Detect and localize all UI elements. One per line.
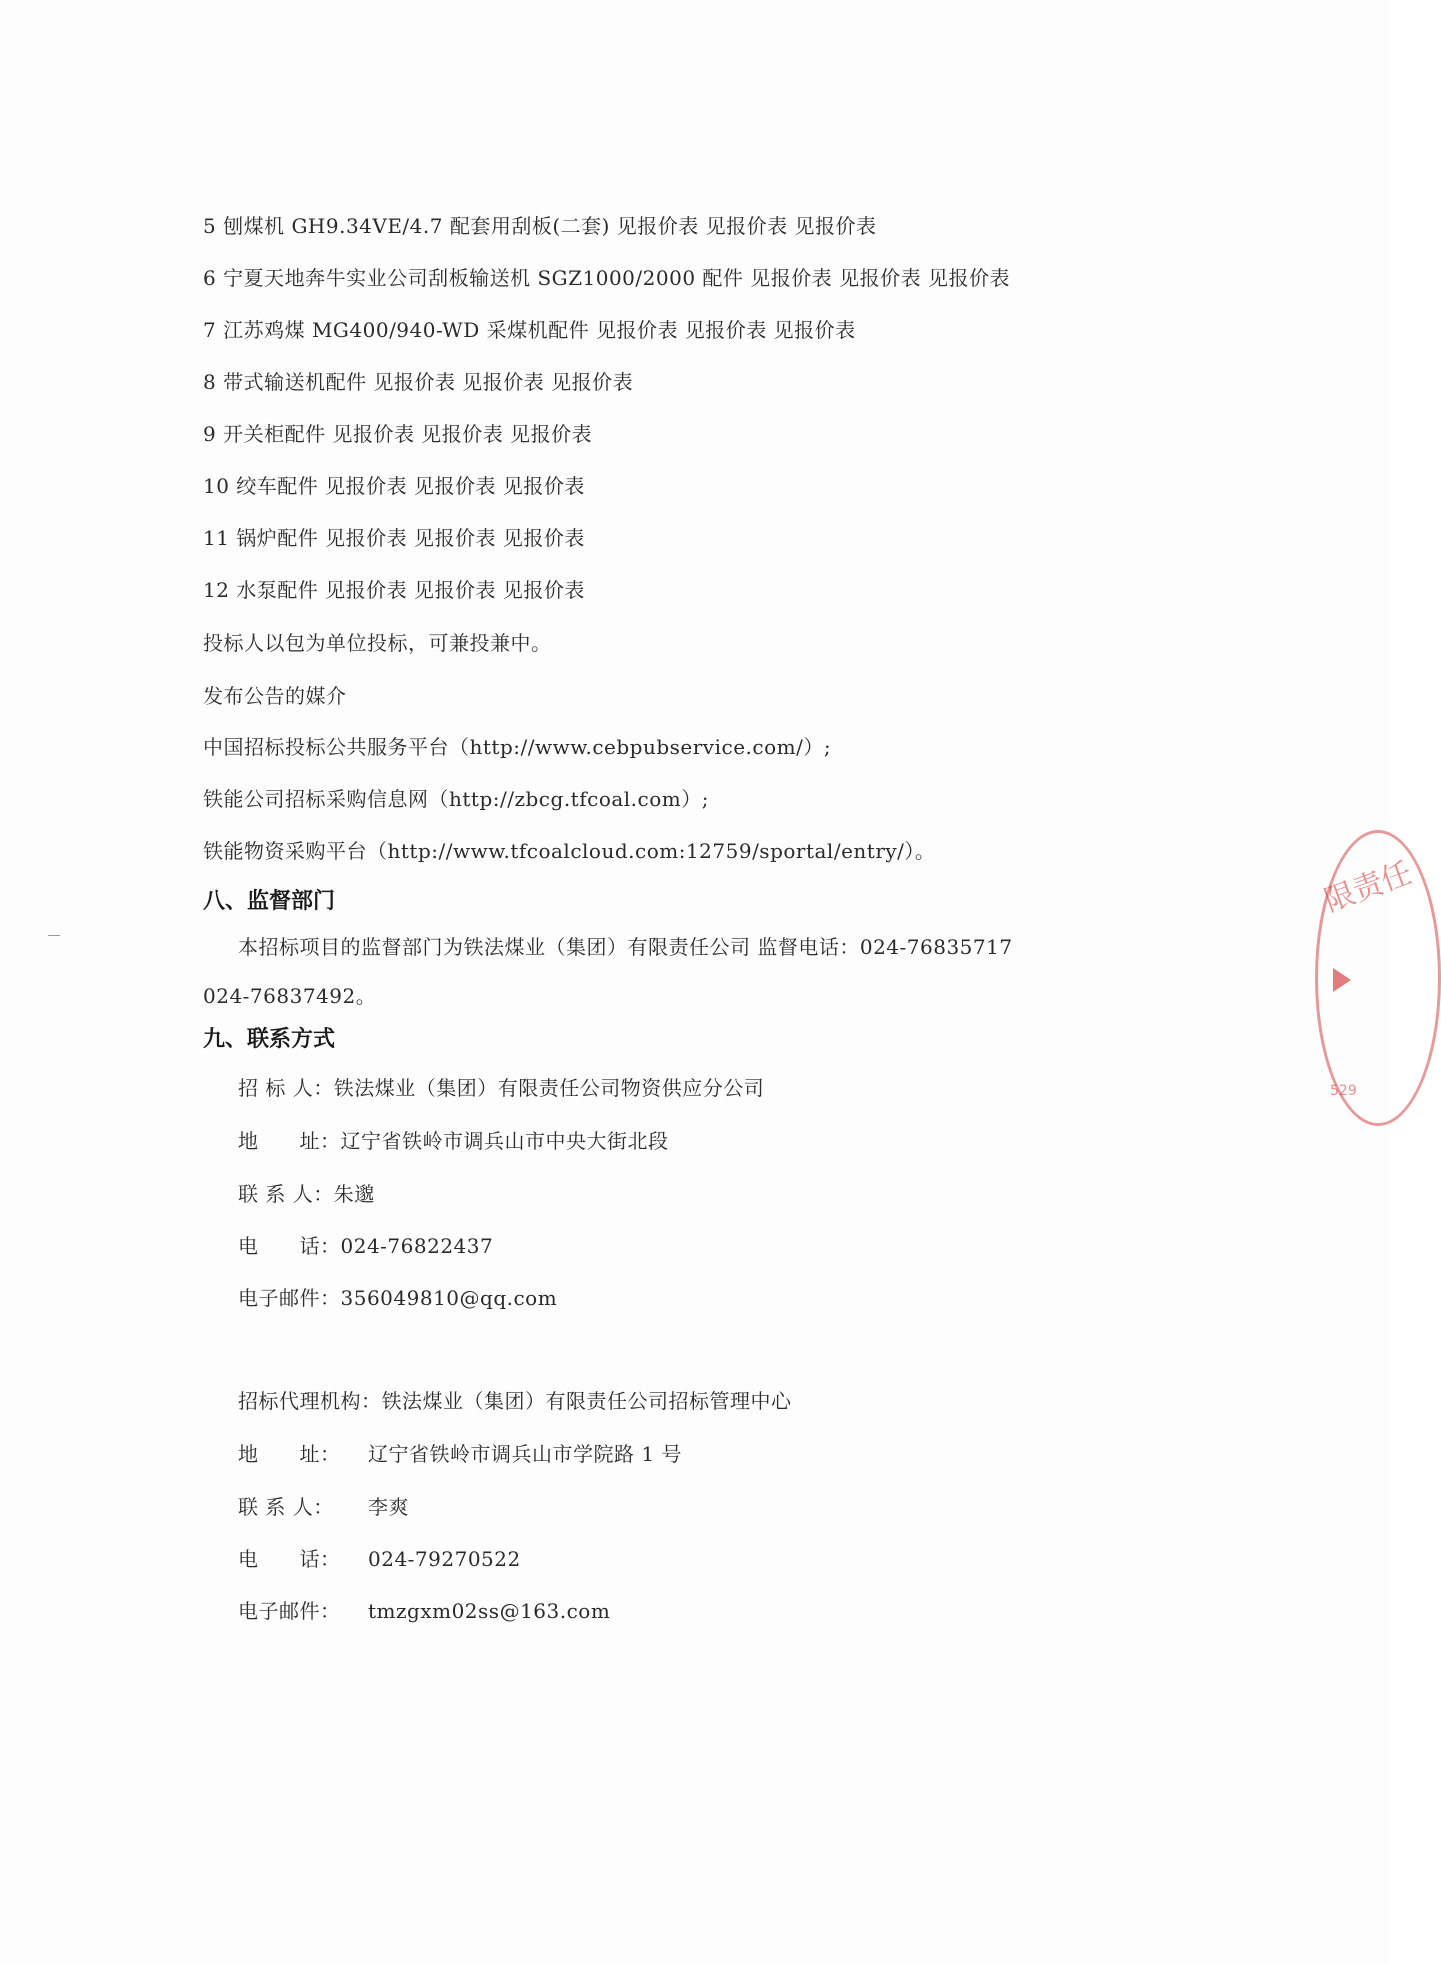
agency-row bbox=[238, 1598, 610, 1624]
field-label: 招标代理机构： bbox=[238, 1389, 382, 1413]
item-line: 7 江苏鸡煤 MG400/940-WD 采煤机配件 见报价表 见报价表 见报价表 bbox=[203, 318, 856, 342]
field-value: 辽宁省铁岭市调兵山市学院路 1 号 bbox=[368, 1442, 682, 1466]
media-line: 铁能物资采购平台（http://www.tfcoalcloud.com:12759/sportal/entry/）。 bbox=[203, 839, 936, 863]
field-value: 024-79270522 bbox=[368, 1547, 521, 1571]
supervision-text-cont: 024-76837492。 bbox=[203, 984, 377, 1008]
field-label: 地 址： bbox=[238, 1442, 341, 1466]
media-line: 铁能公司招标采购信息网（http://zbcg.tfcoal.com）; bbox=[203, 787, 709, 811]
tenderer-row bbox=[238, 1075, 764, 1101]
field-value: tmzgxm02ss@163.com bbox=[368, 1599, 611, 1623]
item-line: 12 水泵配件 见报价表 见报价表 见报价表 bbox=[203, 578, 585, 602]
field-label: 电子邮件： bbox=[238, 1286, 341, 1310]
item-line: 5 刨煤机 GH9.34VE/4.7 配套用刮板(二套) 见报价表 见报价表 见报价表 bbox=[203, 214, 877, 238]
scan-artifact bbox=[48, 935, 60, 936]
item-line: 10 绞车配件 见报价表 见报价表 见报价表 bbox=[203, 474, 585, 498]
item-line: 8 带式输送机配件 见报价表 见报价表 见报价表 bbox=[203, 370, 634, 394]
agency-row bbox=[238, 1441, 682, 1467]
field-value: 辽宁省铁岭市调兵山市中央大街北段 bbox=[340, 1129, 669, 1153]
field-value: 李爽 bbox=[368, 1495, 409, 1519]
contact-heading: 九、联系方式 bbox=[203, 1027, 336, 1052]
supervision-text: 本招标项目的监督部门为铁法煤业（集团）有限责任公司 监督电话：024-76835717 bbox=[238, 935, 1013, 959]
media-line: 中国招标投标公共服务平台（http://www.cebpubservice.com/）; bbox=[203, 735, 832, 759]
field-value: 356049810@qq.com bbox=[340, 1286, 558, 1310]
field-label: 电 话： bbox=[238, 1234, 341, 1258]
field-value: 朱邈 bbox=[333, 1182, 375, 1206]
agency-row bbox=[238, 1388, 792, 1414]
field-value: 铁法煤业（集团）有限责任公司招标管理中心 bbox=[381, 1389, 792, 1413]
field-label: 联 系 人： bbox=[238, 1182, 334, 1206]
agency-row bbox=[238, 1494, 409, 1520]
field-label: 联 系 人： bbox=[238, 1495, 334, 1519]
item-line: 6 宁夏天地奔牛实业公司刮板输送机 SGZ1000/2000 配件 见报价表 见报价表 见报价表 bbox=[203, 266, 1010, 290]
field-label: 地 址： bbox=[238, 1129, 341, 1153]
tenderer-row bbox=[238, 1128, 669, 1154]
seal-number: 529 bbox=[1330, 1083, 1357, 1099]
tenderer-row bbox=[238, 1233, 493, 1259]
field-value: 铁法煤业（集团）有限责任公司物资供应分公司 bbox=[333, 1076, 765, 1100]
tenderer-row bbox=[238, 1285, 557, 1311]
field-label: 电子邮件： bbox=[238, 1599, 341, 1623]
agency-row bbox=[238, 1546, 521, 1572]
supervision-heading: 八、监督部门 bbox=[203, 889, 336, 914]
bid-note: 投标人以包为单位投标，可兼投兼中。 bbox=[203, 631, 552, 655]
tenderer-row bbox=[238, 1181, 375, 1207]
media-heading: 发布公告的媒介 bbox=[203, 684, 347, 708]
field-value: 024-76822437 bbox=[340, 1234, 494, 1258]
seal-star-icon bbox=[1333, 968, 1351, 992]
field-label: 电 话： bbox=[238, 1547, 341, 1571]
seal-text: 限责任 bbox=[1319, 855, 1417, 920]
item-line: 11 锅炉配件 见报价表 见报价表 见报价表 bbox=[203, 526, 585, 550]
item-line: 9 开关柜配件 见报价表 见报价表 见报价表 bbox=[203, 422, 593, 446]
field-label: 招 标 人： bbox=[238, 1076, 334, 1100]
